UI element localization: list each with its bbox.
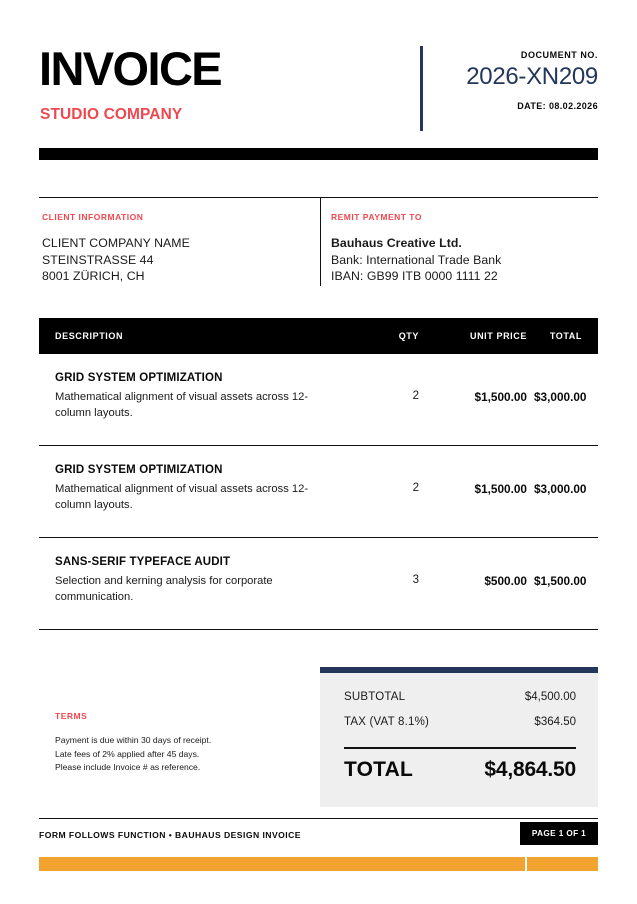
line-item-qty: 2 (412, 390, 419, 402)
table-row (39, 538, 598, 630)
client-city: 8001 ZÜRICH, CH (42, 269, 145, 283)
column-header-total: TOTAL (549, 331, 582, 341)
grand-total-value: $4,864.50 (484, 757, 576, 781)
page-number-badge: PAGE 1 OF 1 (520, 822, 598, 845)
terms-line: Payment is due within 30 days of receipt. (55, 735, 212, 745)
subtotal-row (344, 691, 576, 716)
table-header-row (39, 318, 598, 354)
line-item-title: GRID SYSTEM OPTIMIZATION (55, 372, 223, 384)
column-header-description: DESCRIPTION (55, 331, 124, 341)
client-company-name: CLIENT COMPANY NAME (42, 236, 190, 250)
line-item-qty: 3 (412, 574, 419, 586)
table-row (39, 354, 598, 446)
remit-iban: IBAN: GB99 ITB 0000 1111 22 (331, 269, 498, 283)
line-item-description: Mathematical alignment of visual assets across 12-column layouts. (55, 391, 309, 419)
header-brand-block (39, 42, 222, 123)
header-meta-block (388, 49, 598, 112)
footer-orange-bar-divider (525, 857, 527, 871)
tax-label: TAX (VAT 8.1%) (344, 716, 430, 728)
grand-total-label: TOTAL (344, 757, 414, 781)
grand-total-row (344, 758, 576, 782)
footer-rule (39, 818, 598, 819)
client-information-label: CLIENT INFORMATION (42, 212, 144, 222)
line-item-unit-price: $1,500.00 (474, 482, 527, 496)
table-row (39, 446, 598, 538)
line-item-title: SANS-SERIF TYPEFACE AUDIT (55, 556, 231, 568)
document-date: DATE: 08.02.2026 (517, 101, 598, 111)
parties-section (39, 197, 598, 286)
subtotal-label: SUBTOTAL (344, 691, 406, 703)
header-black-rule (39, 148, 598, 160)
subtotal-value: $4,500.00 (524, 691, 576, 703)
line-items-table (39, 318, 598, 630)
line-item-description: Selection and kerning analysis for corporate communication. (55, 575, 273, 603)
invoice-header (39, 44, 598, 136)
page-title: INVOICE (39, 42, 222, 95)
line-item-title: GRID SYSTEM OPTIMIZATION (55, 464, 223, 476)
tax-value: $364.50 (534, 716, 576, 728)
totals-content (344, 691, 576, 782)
document-no-label: DOCUMENT NO. (520, 50, 598, 60)
column-header-unit-price: UNIT PRICE (469, 331, 527, 341)
terms-line: Late fees of 2% applied after 45 days. (55, 748, 200, 759)
parties-vertical-divider (320, 198, 321, 286)
line-item-total: $3,000.00 (534, 390, 587, 404)
terms-section (55, 711, 305, 775)
line-item-qty: 2 (412, 482, 419, 494)
totals-accent-bar (320, 667, 598, 673)
client-street: STEINSTRASSE 44 (42, 252, 154, 267)
remit-bank: Bank: International Trade Bank (331, 252, 502, 267)
totals-separator (344, 747, 576, 749)
remit-payment-block (331, 212, 591, 285)
footer-tagline: FORM FOLLOWS FUNCTION • BAUHAUS DESIGN INVOICE (39, 830, 301, 840)
remit-company-name: Bauhaus Creative Ltd. (331, 236, 462, 250)
footer-orange-bar (39, 857, 598, 871)
document-no-value: 2026-XN209 (466, 63, 598, 90)
line-item-total: $3,000.00 (534, 482, 587, 496)
remit-payment-label: REMIT PAYMENT TO (331, 212, 422, 222)
terms-label: TERMS (55, 711, 88, 721)
client-information-block (42, 212, 302, 285)
terms-line: Please include Invoice # as reference. (55, 762, 201, 772)
company-name: STUDIO COMPANY (40, 106, 183, 123)
totals-panel (320, 667, 598, 807)
tax-row (344, 716, 576, 741)
line-item-unit-price: $500.00 (484, 574, 527, 588)
line-item-unit-price: $1,500.00 (474, 390, 527, 404)
line-item-total: $1,500.00 (534, 574, 587, 588)
line-item-description: Mathematical alignment of visual assets across 12-column layouts. (55, 483, 309, 511)
column-header-qty: QTY (398, 331, 419, 341)
